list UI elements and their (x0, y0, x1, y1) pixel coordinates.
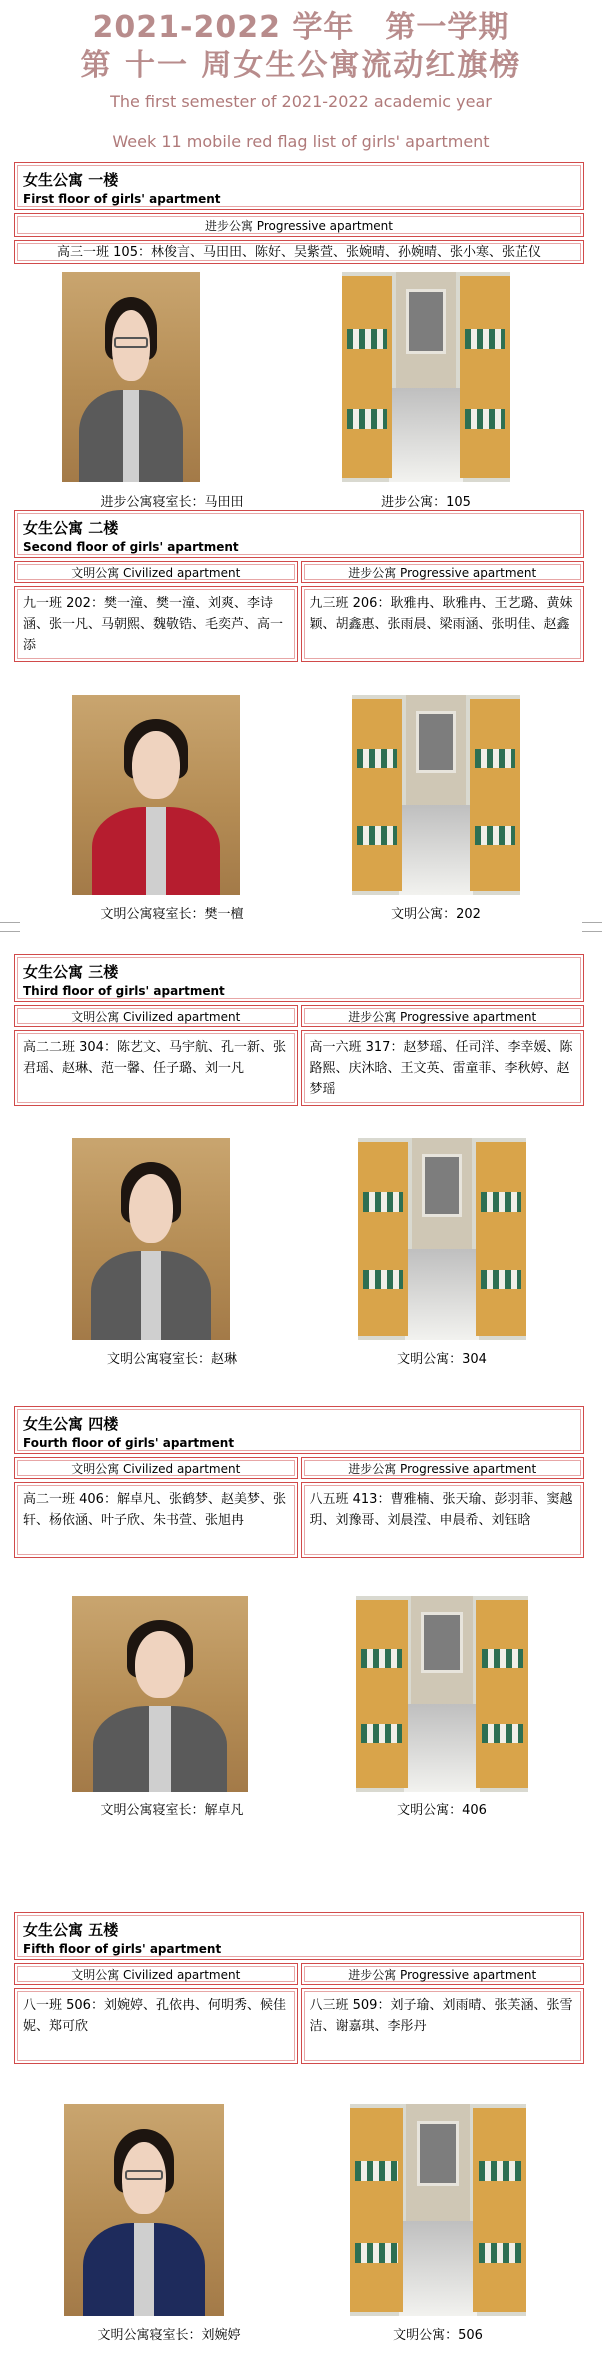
floor4-civilized-title: 文明公寓 Civilized apartment (14, 1457, 298, 1479)
floor3-progressive-body: 高一六班 317：赵梦瑶、任司洋、李幸媛、陈路熙、庆沐晗、王文英、雷童菲、李秋婷、赵梦瑶 (301, 1030, 585, 1106)
floor3-caption-leader: 文明公寓寝室长：赵琳 (106, 1352, 237, 1367)
floor1-room-photo (342, 272, 510, 482)
floor1-caption-room: 进步公寓：105 (381, 495, 471, 510)
floor5-leader-photo (64, 2104, 224, 2316)
floor2-leader-photo (72, 695, 240, 895)
floor2-section (14, 510, 584, 662)
page-subtitle-en-1: The first semester of 2021-2022 academic year (110, 92, 492, 111)
floor1-caption-leader: 进步公寓寝室长：马田田 (100, 495, 244, 510)
floor4-civilized-body: 高二一班 406：解卓凡、张鹤梦、赵美梦、张轩、杨依涵、叶子欣、朱书萱、张旭冉 (14, 1482, 298, 1558)
floor5-section (14, 1912, 584, 2064)
floor2-heading (14, 510, 584, 558)
floor4-caption-room: 文明公寓：406 (397, 1803, 487, 1818)
floor4-heading (14, 1406, 584, 1454)
floor3-room-photo (358, 1138, 526, 1340)
floor2-civilized-title: 文明公寓 Civilized apartment (14, 561, 298, 583)
floor3-heading (14, 954, 584, 1002)
floor2-progressive-body: 九三班 206：耿雅冉、耿雅冉、王艺璐、黄妹颖、胡鑫惠、张雨晨、梁雨涵、张明佳、赵鑫 (301, 586, 585, 662)
floor1-leader-photo (62, 272, 200, 482)
floor3-caption-room: 文明公寓：304 (397, 1352, 487, 1367)
floor2-civilized-body: 九一班 202：樊一潼、樊一潼、刘爽、李诗涵、张一凡、马朝熙、魏敬锆、毛奕芦、高一添 (14, 586, 298, 662)
floor4-progressive-title: 进步公寓 Progressive apartment (301, 1457, 585, 1479)
page-break-marker (582, 922, 602, 932)
floor4-title-en: Fourth floor of girls' apartment (23, 1436, 235, 1450)
floor1-progressive-body: 高三一班 105：林俊言、马田田、陈好、吴紫萱、张婉晴、孙婉晴、张小寒、张芷仪 (14, 240, 584, 264)
page-break-marker (0, 922, 20, 932)
floor5-room-photo (350, 2104, 526, 2316)
floor2-title-cn: 女生公寓 二楼 (23, 519, 119, 537)
floor4-leader-photo (72, 1596, 248, 1792)
floor5-progressive-title: 进步公寓 Progressive apartment (301, 1963, 585, 1985)
floor4-section (14, 1406, 584, 1558)
page-subtitle-en-2: Week 11 mobile red flag list of girls' apartment (112, 132, 490, 151)
floor4-room-photo (356, 1596, 528, 1792)
floor5-title-en: Fifth floor of girls' apartment (23, 1942, 222, 1956)
floor1-progressive-title: 进步公寓 Progressive apartment (14, 213, 584, 237)
floor2-caption-room: 文明公寓：202 (391, 907, 481, 922)
floor2-caption-leader: 文明公寓寝室长：樊一檀 (100, 907, 244, 922)
floor5-civilized-body: 八一班 506：刘婉婷、孔依冉、何明秀、候佳妮、郑可欣 (14, 1988, 298, 2064)
floor2-progressive-title: 进步公寓 Progressive apartment (301, 561, 585, 583)
floor5-progressive-body: 八三班 509：刘子瑜、刘雨晴、张芙涵、张雪洁、谢嘉琪、李彤丹 (301, 1988, 585, 2064)
floor3-civilized-title: 文明公寓 Civilized apartment (14, 1005, 298, 1027)
floor3-progressive-title: 进步公寓 Progressive apartment (301, 1005, 585, 1027)
floor3-civilized-body: 高二二班 304：陈艺文、马宇航、孔一新、张君瑶、赵琳、范一馨、任子璐、刘一凡 (14, 1030, 298, 1106)
floor4-progressive-body: 八五班 413：曹雅楠、张天瑜、彭羽菲、窦越玥、刘豫哥、刘晨滢、申晨希、刘钰晗 (301, 1482, 585, 1558)
floor4-title-cn: 女生公寓 四楼 (23, 1415, 119, 1433)
floor3-title-cn: 女生公寓 三楼 (23, 963, 119, 981)
floor5-heading (14, 1912, 584, 1960)
page-title: 2021-2022 学年 第一学期 (92, 10, 510, 45)
floor5-civilized-title: 文明公寓 Civilized apartment (14, 1963, 298, 1985)
floor2-room-photo (352, 695, 520, 895)
floor1-heading (14, 162, 584, 210)
floor1-title-cn: 女生公寓 一楼 (23, 171, 119, 189)
floor2-title-en: Second floor of girls' apartment (23, 540, 239, 554)
floor3-section (14, 954, 584, 1106)
floor4-caption-leader: 文明公寓寝室长：解卓凡 (100, 1803, 244, 1818)
floor3-leader-photo (72, 1138, 230, 1340)
floor5-caption-room: 文明公寓：506 (393, 2328, 483, 2343)
floor1-title-en: First floor of girls' apartment (23, 192, 221, 206)
floor1-section (14, 162, 584, 264)
page-subtitle-cn: 第 十一 周女生公寓流动红旗榜 (80, 48, 522, 83)
floor5-caption-leader: 文明公寓寝室长：刘婉婷 (97, 2328, 241, 2343)
floor3-title-en: Third floor of girls' apartment (23, 984, 225, 998)
floor5-title-cn: 女生公寓 五楼 (23, 1921, 119, 1939)
